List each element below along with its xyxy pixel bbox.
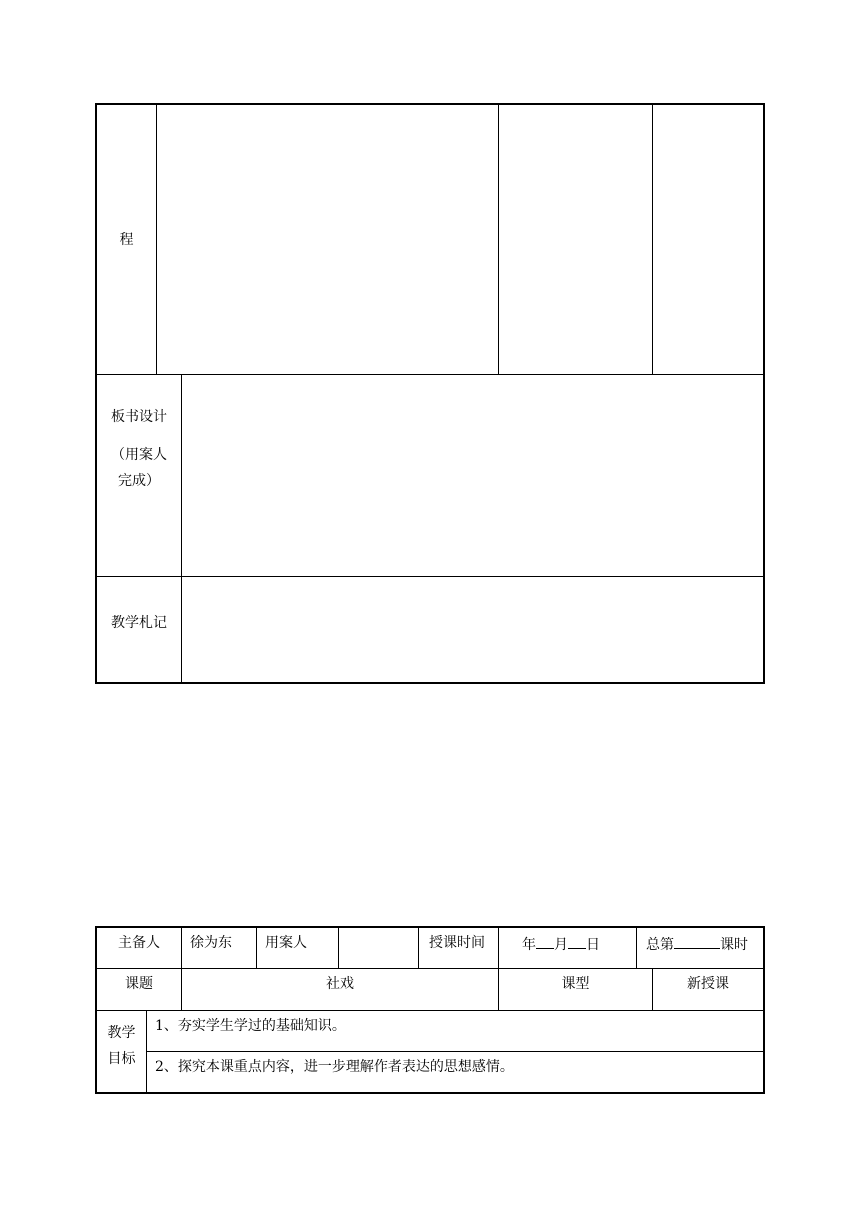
topic-label: 课题: [125, 976, 153, 992]
upper-table-top-border: [95, 103, 765, 105]
lower-table-bottom-border: [95, 1092, 765, 1094]
date-month-blank: [536, 934, 554, 949]
upper-row-divider-2: [95, 576, 765, 577]
objective-item-2: 2、探究本课重点内容，进一步理解作者表达的思想感情。: [155, 1059, 514, 1075]
date-day-blank: [568, 934, 586, 949]
objective-item-1: 1、夯实学生学过的基础知识。: [155, 1018, 346, 1034]
process-col-divider-3: [652, 104, 653, 374]
lead-preparer-label: 主备人: [118, 935, 160, 951]
lower-table-top-border: [95, 926, 765, 928]
objectives-divider: [146, 1051, 765, 1052]
total-period-field: [646, 934, 748, 954]
process-col-divider-1: [156, 104, 157, 374]
process-label: 程: [119, 232, 134, 248]
lesson-type-value: 新授课: [687, 976, 729, 992]
date-year: 年: [522, 937, 536, 953]
row1-col-divider-2: [256, 927, 257, 969]
process-col-divider-2: [498, 104, 499, 374]
row1-col-divider-5: [498, 927, 499, 969]
topic-value: 社戏: [326, 976, 354, 992]
date-month: 月: [554, 937, 568, 953]
date-day: 日: [586, 937, 600, 953]
total-period-blank: [674, 934, 720, 949]
lead-preparer-value: 徐为东: [190, 935, 232, 951]
class-date-field: [522, 934, 600, 954]
objectives-label-divider: [146, 1011, 147, 1093]
total-suffix: 课时: [720, 937, 748, 953]
upper-table-right-border: [763, 103, 765, 684]
lower-row-divider-1: [95, 968, 765, 969]
row1-col-divider-1: [181, 927, 182, 969]
label-col-divider: [181, 375, 182, 683]
board-design-note-line1: （用案人: [111, 447, 167, 463]
lesson-type-label: 课型: [561, 976, 590, 992]
upper-table-bottom-border: [95, 682, 765, 684]
lower-row-divider-2: [95, 1010, 765, 1011]
class-time-label: 授课时间: [429, 935, 485, 951]
upper-row-divider-1: [95, 374, 765, 375]
row1-col-divider-6: [636, 927, 637, 969]
row1-col-divider-3: [338, 927, 339, 969]
objectives-label-line1: 教学: [107, 1025, 136, 1041]
total-prefix: 总第: [646, 937, 674, 953]
teaching-notes-label: 教学札记: [111, 615, 167, 631]
user-label: 用案人: [265, 935, 307, 951]
board-design-label: 板书设计: [111, 409, 167, 425]
row1-col-divider-4: [418, 927, 419, 969]
objectives-label-line2: 目标: [107, 1051, 136, 1067]
upper-table-left-border: [95, 103, 97, 684]
board-design-note-line2: 完成）: [118, 473, 160, 489]
